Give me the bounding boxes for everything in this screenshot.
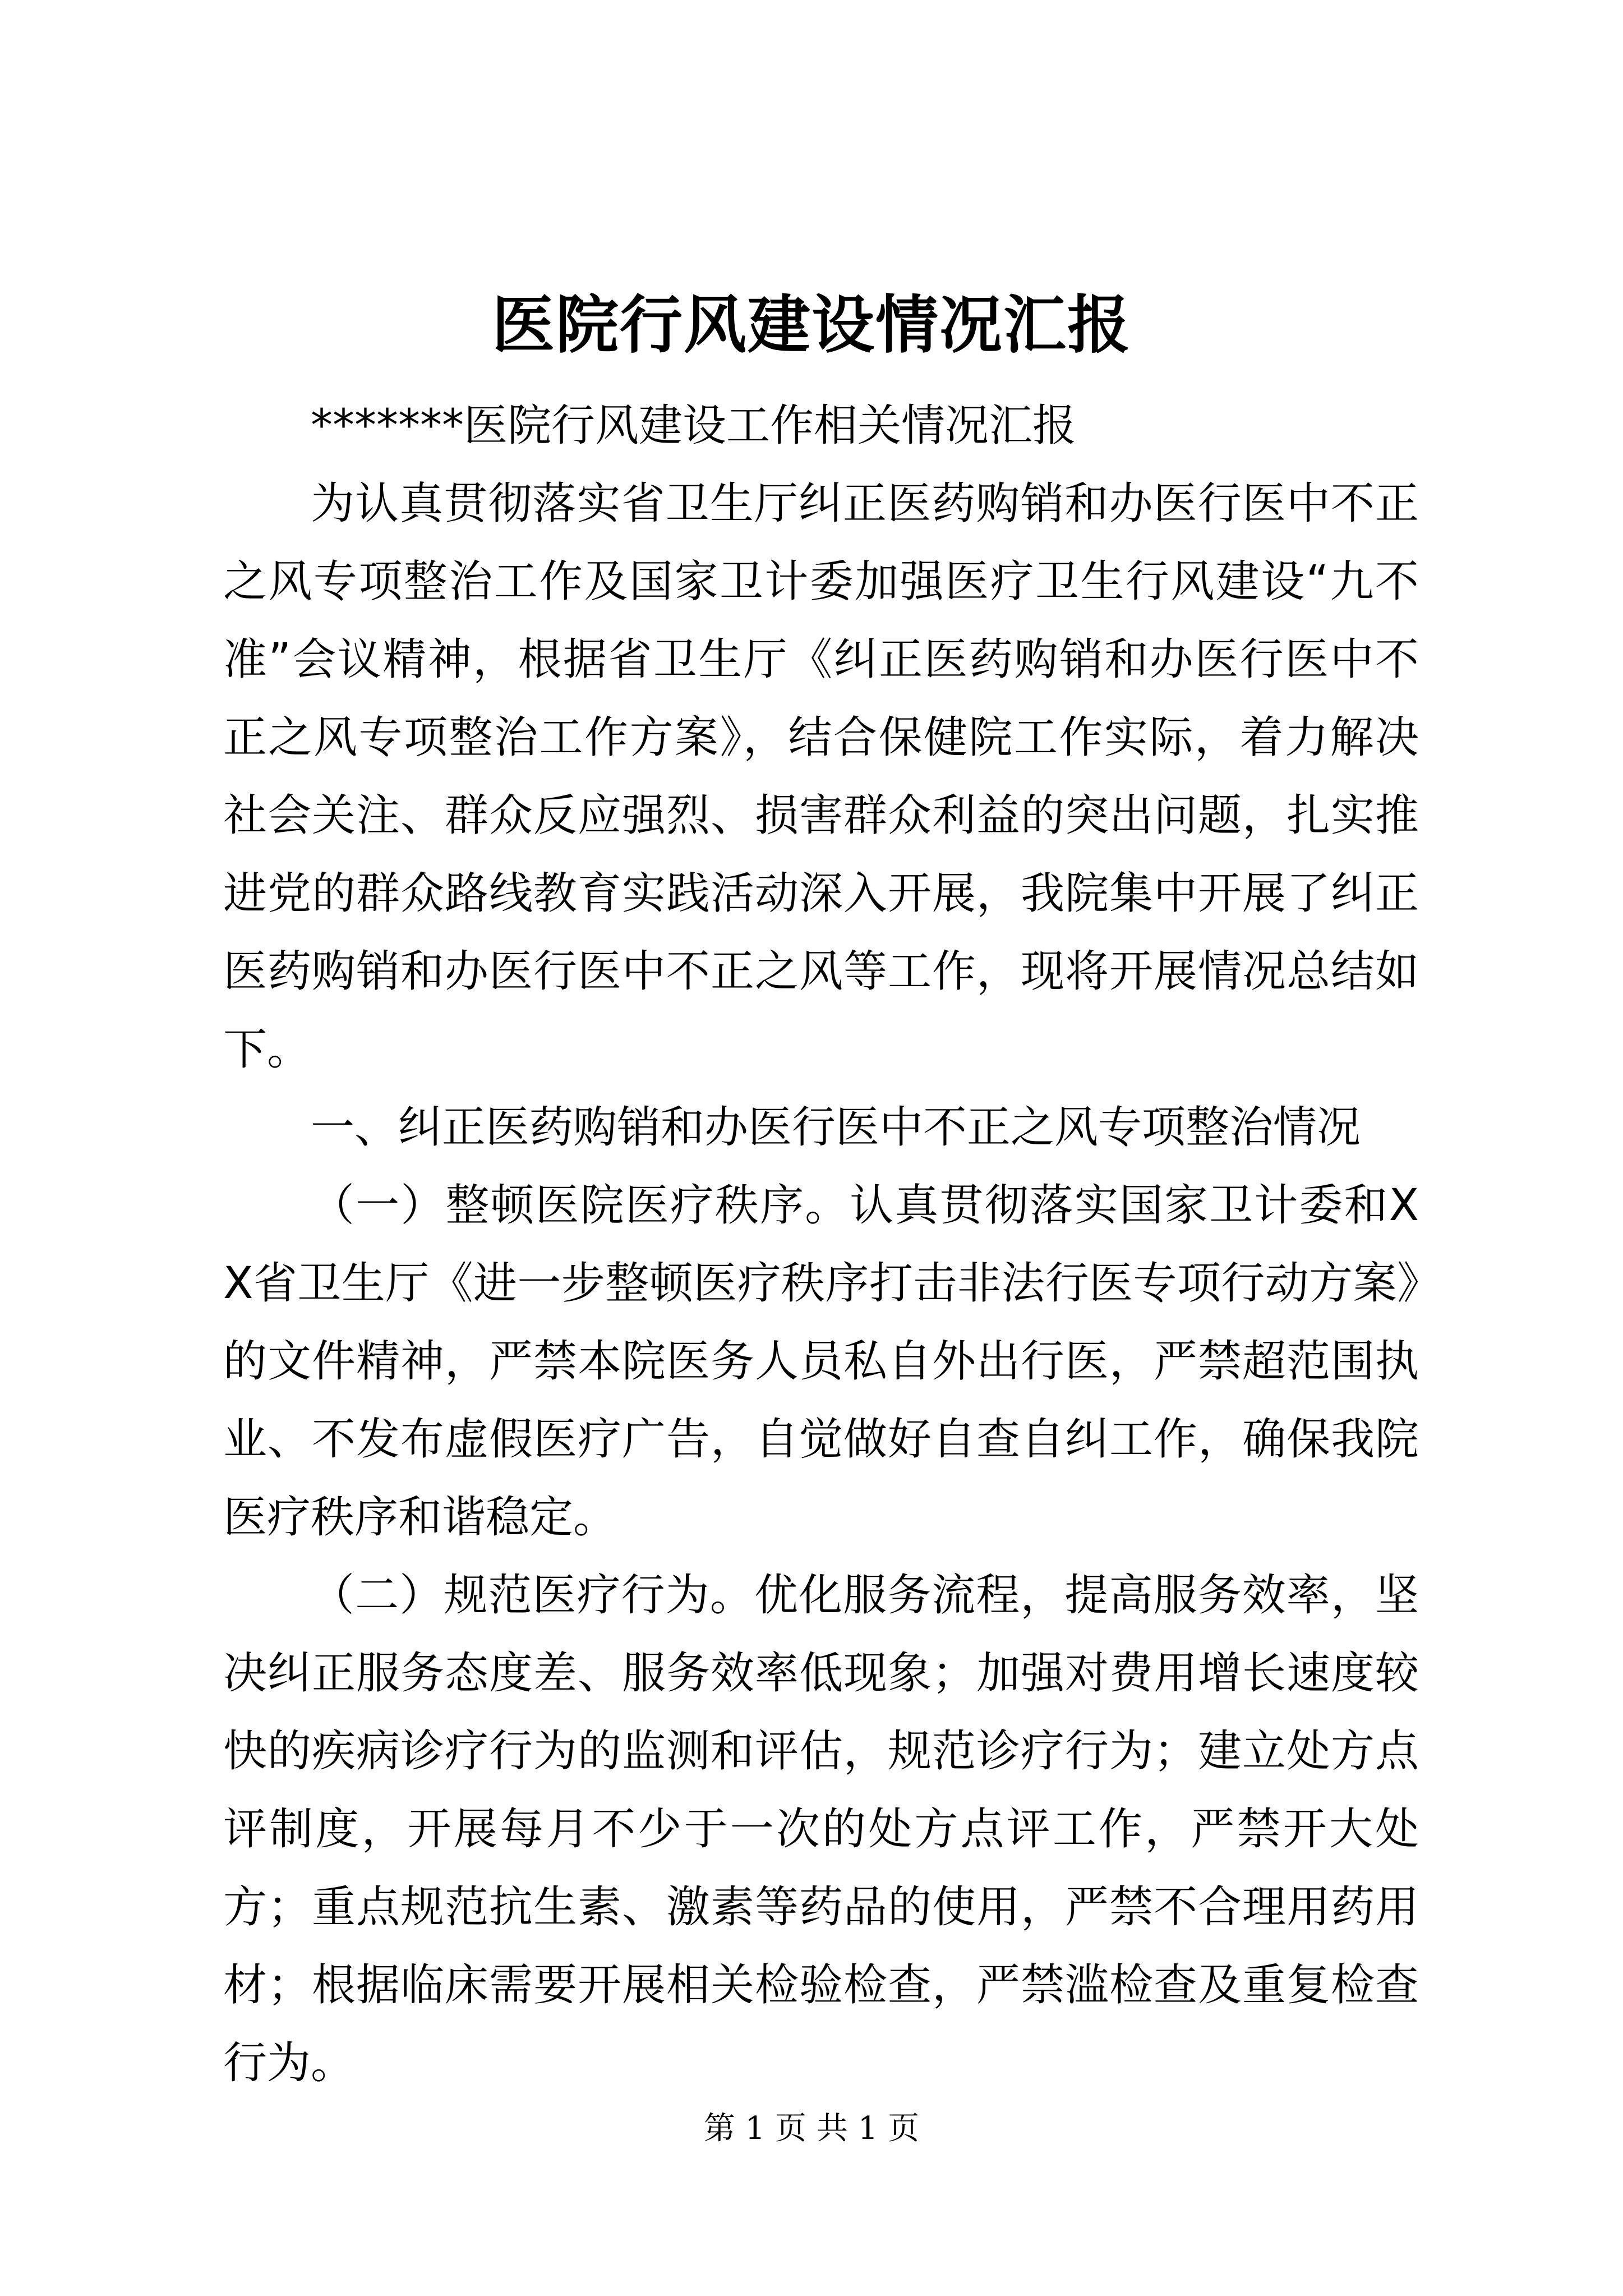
section-heading-1: 一、纠正医药购销和办医行医中不正之风专项整治情况 <box>311 1102 1361 1153</box>
document-subtitle: *******医院行风建设工作相关情况汇报 <box>311 401 1077 451</box>
page-footer: 第 1 页 共 1 页 <box>703 2110 920 2147</box>
paragraph-intro: 为认真贯彻落实省卫生厅纠正医药购销和办医行医中不正之风专项整治工作及国家卫计委加强医疗卫生行风建设“九不准”会议精神，根据省卫生厅《纠正医药购销和办医行医中不正之风专项整治工作方案》，结合保健院工作实际，着力解决社会关注、群众反应强烈、损害群众利益的突出问题，扎实推进党的群众路线教育实践活动深入开展，我院集中开展了纠正医药购销和办医行医中不正之风等工作，现将开展情况总结如下。 <box>223 478 1419 1075</box>
document-title: 医院行风建设情况汇报 <box>492 288 1131 362</box>
document-body <box>223 387 1419 2102</box>
paragraph-section-1-2: （二）规范医疗行为。优化服务流程，提高服务效率，坚决纠正服务态度差、服务效率低现象；加强对费用增长速度较快的疾病诊疗行为的监测和评估，规范诊疗行为；建立处方点评制度，开展每月不少于一次的处方点评工作，严禁开大处方；重点规范抗生素、激素等药品的使用，严禁不合理用药用材；根据临床需要开展相关检验检查，严禁滥检查及重复检查行为。 <box>223 1570 1419 2088</box>
paragraph-section-1-1: （一）整顿医院医疗秩序。认真贯彻落实国家卫计委和XX省卫生厅《进一步整顿医疗秩序打击非法行医专项行动方案》的文件精神，严禁本院医务人员私自外出行医，严禁超范围执业、不发布虚假医疗广告，自觉做好自查自纠工作，确保我院医疗秩序和谐稳定。 <box>223 1180 1419 1543</box>
